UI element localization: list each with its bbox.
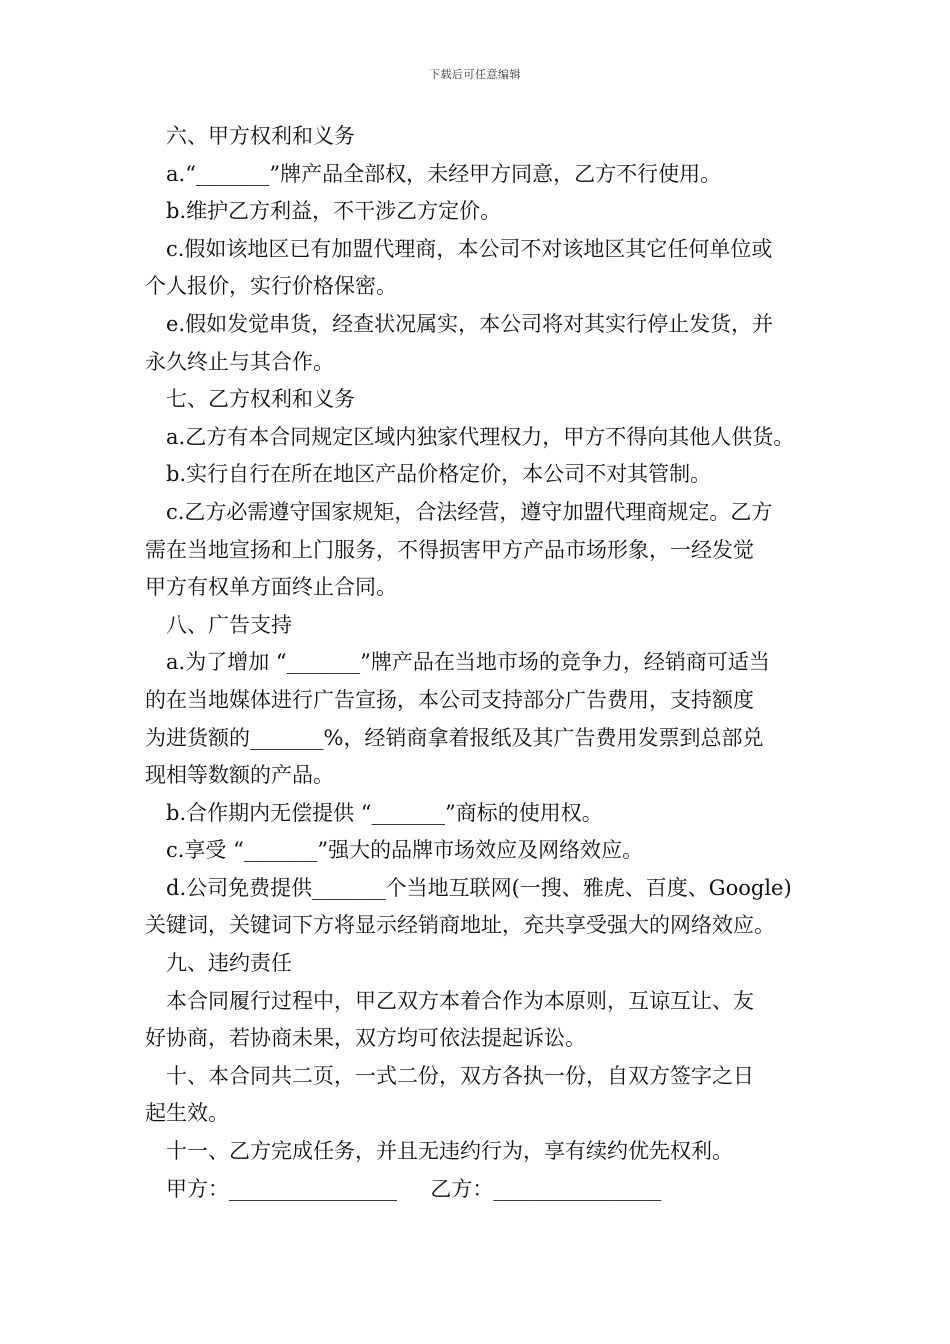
contract-body	[145, 118, 815, 1208]
contract-line: c.享受 “_______”强大的品牌市场效应及网络效应。	[166, 838, 644, 863]
contract-line: 本合同履行过程中，甲乙双方本着合作为本原则，互谅互让、友	[166, 988, 754, 1013]
contract-line: c.乙方必需遵守国家规矩，合法经营，遵守加盟代理商规定。乙方	[166, 499, 773, 524]
contract-line: b.合作期内无偿提供 “_______”商标的使用权。	[166, 800, 603, 825]
contract-line: 的在当地媒体进行广告宣扬，本公司支持部分广告费用，支持额度	[145, 687, 754, 712]
contract-line: 六、甲方权利和义务	[166, 124, 355, 148]
contract-line: 好协商，若协商未果，双方均可依法提起诉讼。	[145, 1026, 586, 1051]
contract-line: 需在当地宣扬和上门服务，不得损害甲方产品市场形象，一经发觉	[145, 537, 754, 562]
contract-line: 七、乙方权利和义务	[166, 387, 355, 412]
contract-line: 个人报价，实行价格保密。	[145, 274, 397, 299]
contract-line: 九、违约责任	[166, 951, 292, 976]
contract-line: 甲方有权单方面终止合同。	[145, 575, 397, 600]
contract-line: e.假如发觉串货，经查状况属实，本公司将对其实行停止发货，并	[166, 311, 774, 336]
contract-line: b.实行自行在所在地区产品价格定价，本公司不对其管制。	[166, 462, 712, 487]
contract-line: 现相等数额的产品。	[145, 763, 334, 788]
contract-line: a.“_______”牌产品全部权，未经甲方同意，乙方不行使用。	[166, 161, 722, 186]
contract-line: a.为了增加 “_______”牌产品在当地市场的竞争力，经销商可适当	[166, 650, 770, 675]
contract-line: 关键词，关键词下方将显示经销商地址，充共享受强大的网络效应。	[145, 913, 775, 938]
contract-line: 永久终止与其合作。	[145, 349, 334, 374]
page-header-note: 下载后可任意编辑	[429, 68, 521, 81]
contract-line: 十一、乙方完成任务，并且无违约行为，享有续约优先权利。	[166, 1139, 733, 1164]
contract-line: 起生效。	[145, 1101, 229, 1126]
contract-line: b.维护乙方利益，不干涉乙方定价。	[166, 199, 502, 224]
contract-line: a.乙方有本合同规定区域内独家代理权力，甲方不得向其他人供货。	[166, 424, 795, 449]
contract-line: c.假如该地区已有加盟代理商，本公司不对该地区其它任何单位或	[166, 236, 773, 261]
contract-line: 八、广告支持	[166, 612, 292, 637]
contract-line: 甲方：________________ 乙方：________________	[166, 1176, 662, 1201]
contract-line: 十、本合同共二页，一式二份，双方各执一份，自双方签字之日	[166, 1063, 754, 1088]
contract-line: 为进货额的_______%，经销商拿着报纸及其广告费用发票到总部兑	[145, 725, 764, 750]
contract-line: d.公司免费提供_______个当地互联网(一搜、雅虎、百度、Google)	[166, 875, 792, 900]
